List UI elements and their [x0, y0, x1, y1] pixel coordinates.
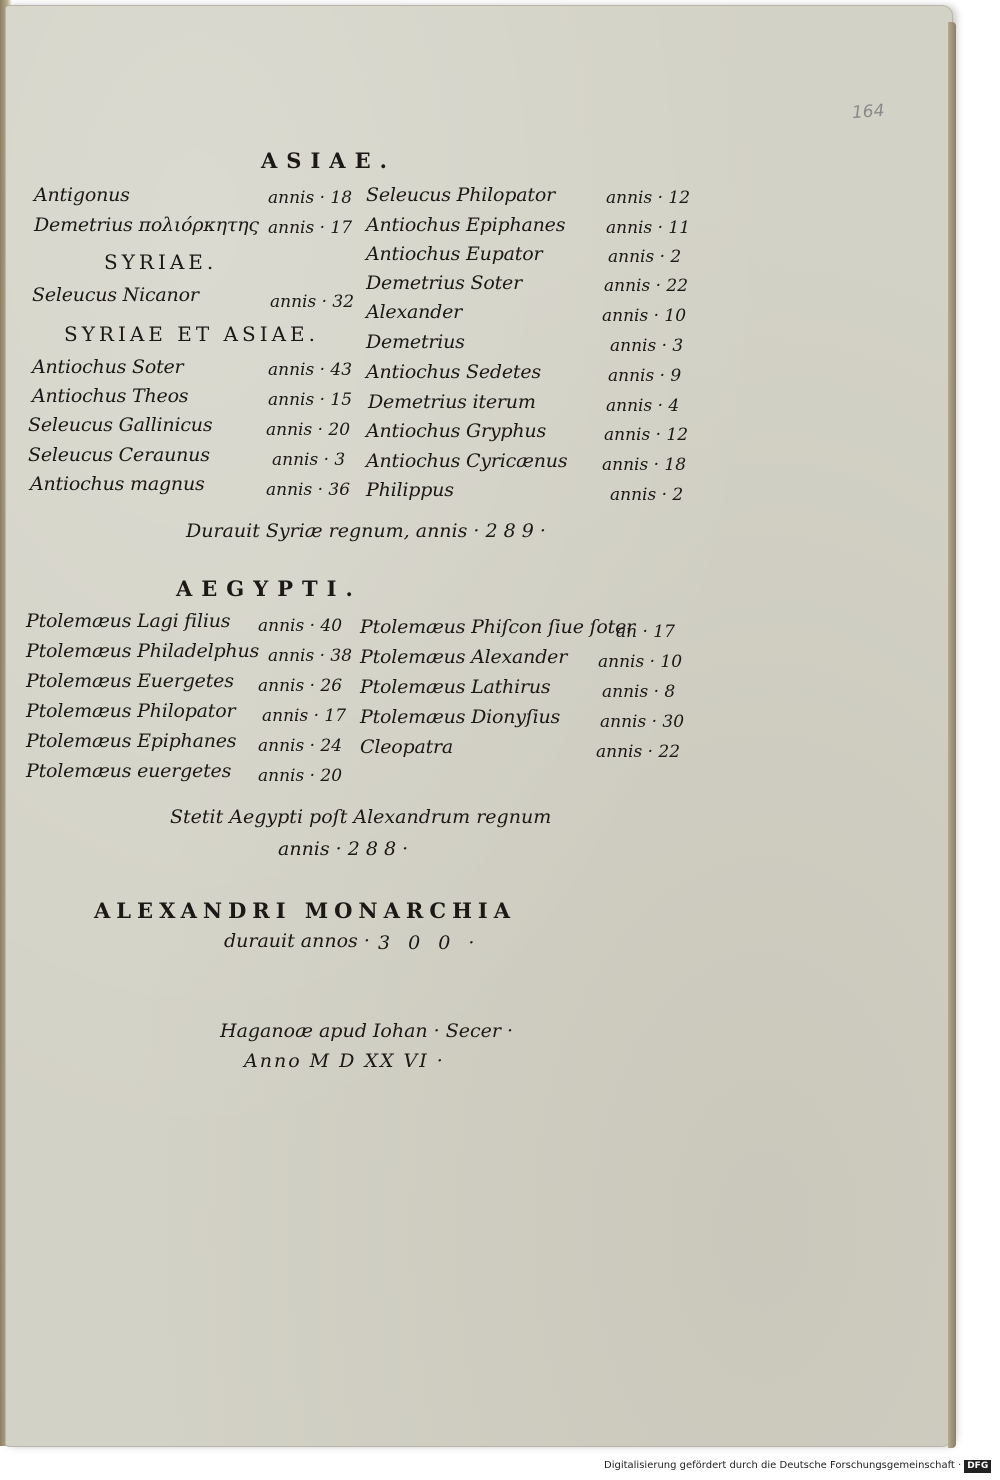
ruler-name: Seleucus Nicanor: [32, 284, 199, 306]
monarchia-duration-text: durauit annos ·: [224, 930, 370, 952]
ruler-years: annis · 17: [268, 218, 353, 238]
page-edge: [948, 22, 956, 1448]
ruler-name: Antiochus Eupator: [366, 243, 543, 265]
imprint-printer: Haganoæ apud Iohan · Secer ·: [220, 1020, 514, 1042]
ruler-years: annis · 9: [608, 366, 682, 386]
book-page: [6, 6, 952, 1446]
ruler-years: annis · 10: [598, 652, 683, 672]
ruler-years: annis · 26: [258, 676, 343, 696]
heading-asiae: ASIAE.: [261, 148, 396, 173]
ruler-years: annis · 40: [258, 616, 343, 636]
ruler-name: Antiochus Soter: [32, 356, 184, 378]
ruler-years: annis · 12: [604, 425, 689, 445]
heading-syriae: SYRIAE.: [104, 250, 218, 274]
credit-text: Digitalisierung gefördert durch die Deutsche Forschungsgemeinschaft ·: [604, 1460, 962, 1471]
ruler-years: annis · 43: [268, 360, 353, 380]
ruler-name: Antigonus: [34, 184, 130, 206]
ruler-years: annis · 30: [600, 712, 685, 732]
ruler-name: Ptolemæus Lathirus: [360, 676, 551, 698]
ruler-name: Philippus: [366, 479, 454, 501]
digitization-credit: [604, 1458, 990, 1474]
imprint-year: Anno M D XX VI ·: [244, 1050, 445, 1072]
ruler-years: annis · 2: [610, 485, 684, 505]
ruler-name: Demetrius Soter: [366, 272, 522, 294]
ruler-name: Ptolemæus euergetes: [26, 760, 232, 782]
heading-aegypti: AEGYPTI.: [176, 576, 362, 601]
ruler-name: Ptolemæus Philopator: [26, 700, 236, 722]
ruler-name: Ptolemæus Alexander: [360, 646, 568, 668]
ruler-name: Seleucus Philopator: [366, 184, 555, 206]
ruler-years: annis · 38: [268, 646, 353, 666]
ruler-name: Seleucus Ceraunus: [28, 444, 210, 466]
ruler-name: Ptolemæus Euergetes: [26, 670, 234, 692]
ruler-years: an · 17: [616, 622, 675, 642]
ruler-name: Antiochus Cyricænus: [366, 450, 568, 472]
ruler-years: annis · 20: [258, 766, 343, 786]
ruler-name: Antiochus Theos: [32, 385, 189, 407]
ruler-years: annis · 36: [266, 480, 351, 500]
ruler-name: Ptolemæus Phiſcon ſiue ſoter: [360, 616, 636, 638]
ruler-years: annis · 2: [608, 247, 682, 267]
ruler-name: Antiochus magnus: [30, 473, 205, 495]
ruler-years: annis · 4: [606, 396, 680, 416]
ruler-name: Cleopatra: [360, 736, 454, 758]
ruler-years: annis · 17: [262, 706, 347, 726]
ruler-years: annis · 32: [270, 292, 355, 312]
ruler-years: annis · 15: [268, 390, 353, 410]
ruler-years: annis · 8: [602, 682, 676, 702]
ruler-name: Antiochus Epiphanes: [366, 214, 566, 236]
ruler-years: annis · 18: [268, 188, 353, 208]
ruler-name: Alexander: [366, 301, 463, 323]
heading-syriae-et-asiae: SYRIAE ET ASIAE.: [64, 322, 320, 346]
ruler-years: annis · 12: [606, 188, 691, 208]
ruler-years: annis · 22: [596, 742, 681, 762]
ruler-name: Demetrius iterum: [368, 391, 536, 413]
summary-aegypti-line2: annis · 2 8 8 ·: [278, 838, 409, 860]
ruler-years: annis · 18: [602, 455, 687, 475]
ruler-name: Antiochus Sedetes: [366, 361, 541, 383]
heading-alexandri-monarchia: ALEXANDRI MONARCHIA: [94, 898, 517, 923]
ruler-years: annis · 24: [258, 736, 343, 756]
ruler-name: Antiochus Gryphus: [366, 420, 546, 442]
ruler-name: Ptolemæus Lagi filius: [26, 610, 231, 632]
ruler-years: annis · 3: [610, 336, 684, 356]
ruler-name: Seleucus Gallinicus: [28, 414, 213, 436]
ruler-years: annis · 10: [602, 306, 687, 326]
page-number: 164: [851, 100, 886, 124]
ruler-name: Ptolemæus Philadelphus: [26, 640, 260, 662]
ruler-years: annis · 20: [266, 420, 351, 440]
monarchia-years: 3 0 0 ·: [378, 932, 481, 954]
ruler-name: Ptolemæus Dionyſius: [360, 706, 561, 728]
ruler-years: annis · 3: [272, 450, 346, 470]
ruler-years: annis · 11: [606, 218, 691, 238]
ruler-name: Ptolemæus Epiphanes: [26, 730, 237, 752]
summary-aegypti-line1: Stetit Aegypti poſt Alexandrum regnum: [170, 806, 552, 828]
summary-syriae: Durauit Syriæ regnum, annis · 2 8 9 ·: [186, 520, 546, 542]
dfg-logo: DFG: [964, 1460, 991, 1473]
ruler-name: Demetrius πολιόρκητης: [34, 214, 259, 236]
ruler-years: annis · 22: [604, 276, 689, 296]
ruler-name: Demetrius: [366, 331, 465, 353]
